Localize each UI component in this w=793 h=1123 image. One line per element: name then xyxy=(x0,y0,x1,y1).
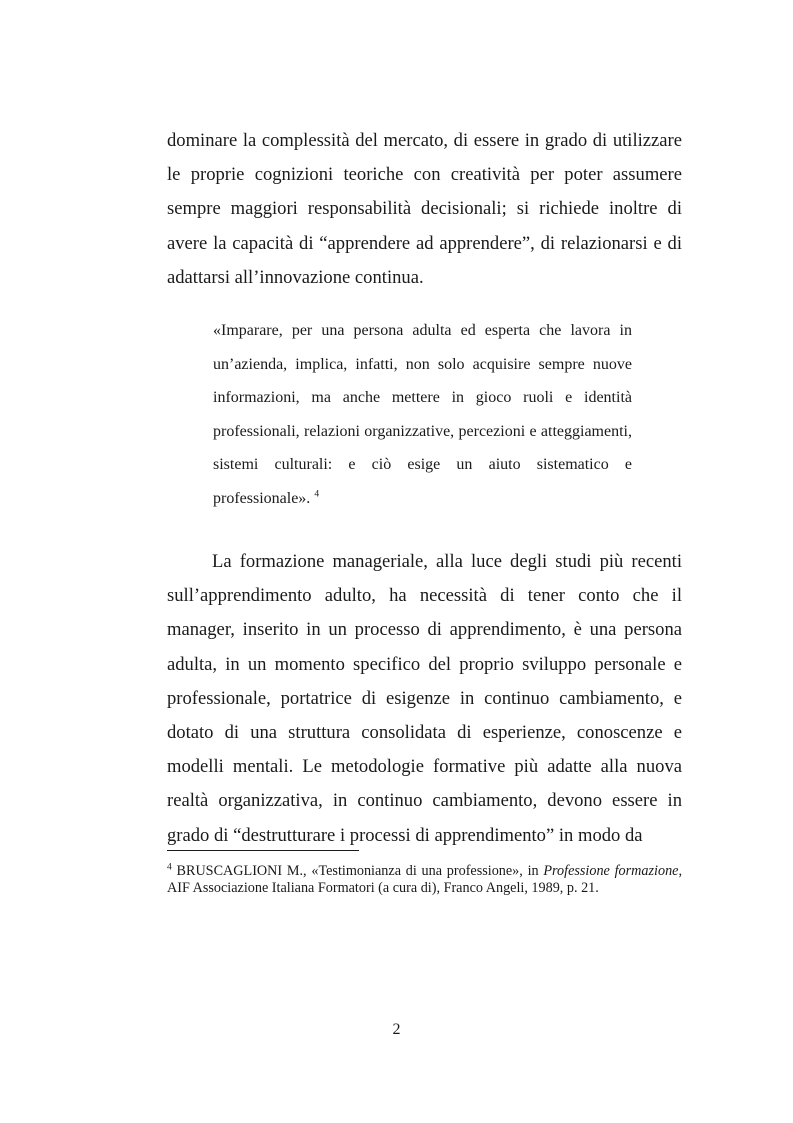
footnote-publication: , AIF Associazione Italiana Formatori (a cura di), Franco Angeli, 1989, p. 21. xyxy=(167,863,683,897)
footnote-reference[interactable]: 4 xyxy=(314,489,320,500)
footnote-separator xyxy=(167,850,359,851)
footnote-author: BRUSCAGLIONI M., «Testimonianza di una professione», in xyxy=(176,863,539,879)
footnote xyxy=(167,863,682,898)
quote-text: «Imparare, per una persona adulta ed esperta che lavora in un’azienda, implica, infatti, non solo acquisire sempre nuove informazioni, ma anche mettere in gioco ruoli e identità professionali, relazioni organizzative, percezioni e atteggiamenti, sistemi culturali: e ciò esige un aiuto sistematico e professionale». xyxy=(213,322,632,507)
footnote-book-title: Professione formazione xyxy=(543,863,679,879)
footnote-marker: 4 xyxy=(167,862,172,873)
body-paragraph: dominare la complessità del mercato, di essere in grado di utilizzare le proprie cognizioni teoriche con creatività per poter assumere sempre maggiori responsabilità decisionali; si richiede inoltre di avere la capacità di “apprendere ad apprendere”, di relazionarsi e di adattarsi all’innovazione continua. xyxy=(167,130,682,288)
page-number: 2 xyxy=(392,1021,401,1038)
body-paragraph: La formazione manageriale, alla luce degli studi più recenti sull’apprendimento adulto, ha necessità di tener conto che il manager, inserito in un processo di apprendimento, è una persona adulta, in un momento specifico del proprio sviluppo personale e professionale, portatrice di esigenze in continuo cambiamento, e dotato di una struttura consolidata di esperienze, conoscenze e modelli mentali. Le metodologie formative più adatte alla nuova realtà organizzativa, in continuo cambiamento, devono essere in grado di “destrutturare i processi di apprendimento” in modo da xyxy=(167,551,682,846)
block-quote xyxy=(213,314,632,516)
